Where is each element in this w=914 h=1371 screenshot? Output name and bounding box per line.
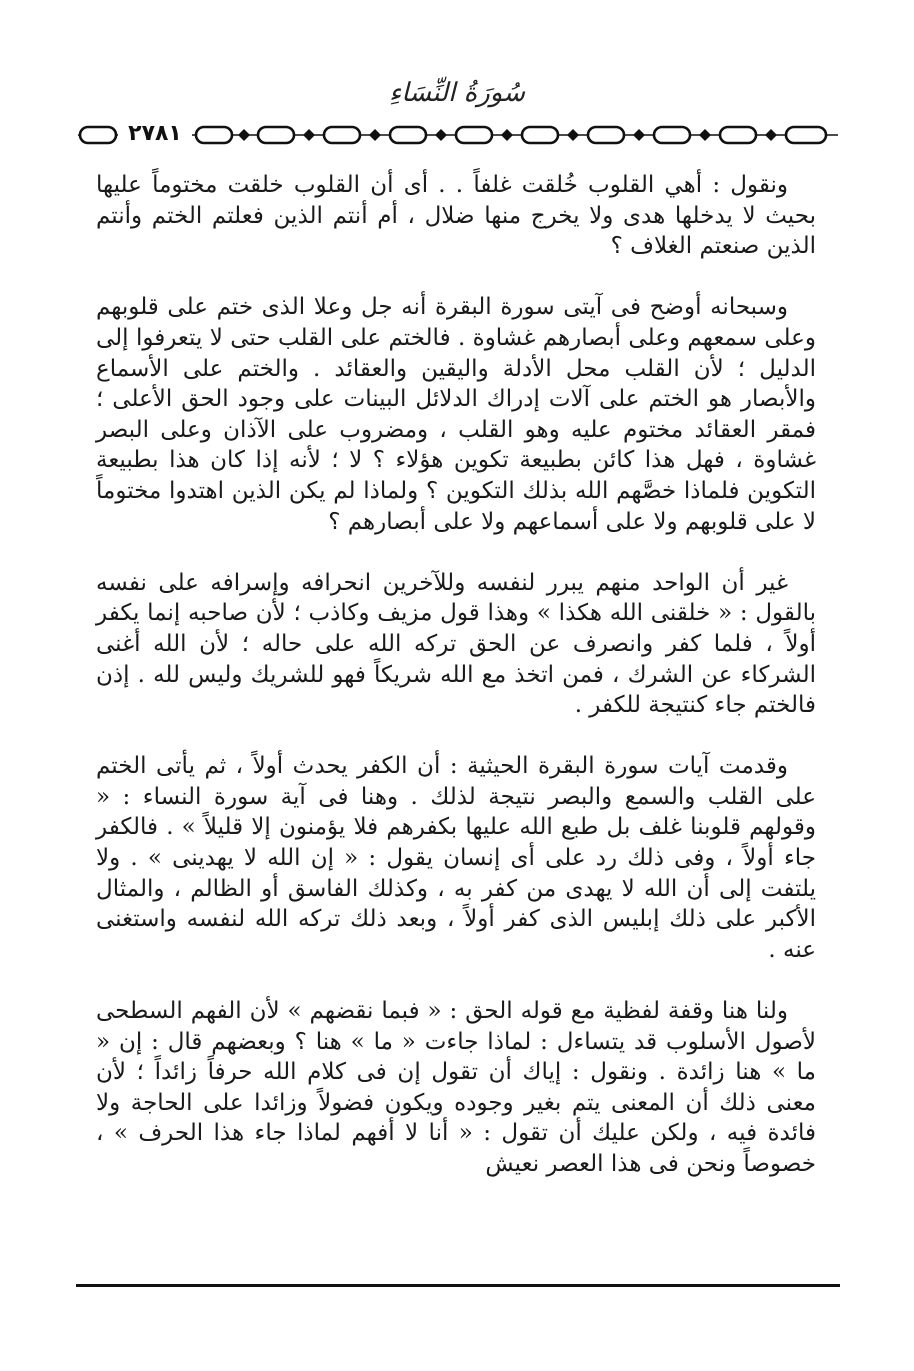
page-number: ٢٧٨١ (118, 121, 192, 147)
ornamental-border (78, 120, 838, 150)
paragraph: وسبحانه أوضح فى آيتى سورة البقرة أنه جل وعلا الذى ختم على قلوبهم وعلى سمعهم وعلى أبصارهم غشاوة . فالختم على القلب حتى لا يتعرفوا إلى الدليل ؛ لأن القلب محل الأدلة واليقين والعقائد . والختم على الأسماع والأبصار هو الختم على آلات إدراك الدلائل البينات على وجود الحق الأعلى ؛ فمقر العقائد مختوم عليه وهو القلب ، ومضروب على الآذان وعلى البصر غشاوة ، فهل هذا كائن بطبيعة تكوين هؤلاء ؟ لا ؛ لأنه إذا كان هذا بطبيعة التكوين فلماذا خصَّهم الله بذلك التكوين ؟ ولماذا لم يكن الذين اهتدوا مختوماً لا على قلوبهم ولا على أسماعهم ولا على أبصارهم ؟ (96, 294, 816, 535)
paragraph: ولنا هنا وقفة لفظية مع قوله الحق : « فبما نقضهم » لأن الفهم السطحى لأصول الأسلوب قد يتساءل : لماذا جاءت « ما » هنا ؟ وبعضهم قال : إن « ما » هنا زائدة . ونقول : إياك أن تقول إن فى كلام الله حرفاً زائداً ؛ لأن معنى ذلك أن المعنى يتم بغير وجوده ويكون فضولاً وزائدا على الحاجة ولا فائدة فيه ، ولكن عليك أن تقول : « أنا لا أفهم لماذا جاء هذا الحرف » ، خصوصاً ونحن فى هذا العصر نعيش (96, 998, 816, 1177)
running-header-surah-title: سُورَةُ النِّسَاءِ (389, 78, 525, 108)
body-text (96, 170, 816, 1180)
paragraph: ونقول : أهي القلوب خُلقت غلفاً . . أى أن القلوب خلقت مختوماً عليها بحيث لا يدخلها هدى ولا يخرج منها ضلال ، أم أنتم الذين فعلتم الختم وأنتم الذين صنعتم الغلاف ؟ (96, 172, 816, 260)
paragraph: غير أن الواحد منهم يبرر لنفسه وللآخرين انحرافه وإسرافه على نفسه بالقول : « خلقنى الله هكذا » وهذا قول مزيف وكاذب ؛ لأن صاحبه إنما يكفر أولاً ، فلما كفر وانصرف عن الحق تركه الله على حاله ؛ لأن الله أغنى الشركاء عن الشرك ، فمن اتخذ مع الله شريكاً فهو للشريك وليس لله . إذن فالختم جاء كنتيجة للكفر . (96, 569, 816, 719)
paragraph: وقدمت آيات سورة البقرة الحيثية : أن الكفر يحدث أولاً ، ثم يأتى الختم على القلب والسمع والبصر نتيجة لذلك . وهنا فى آية سورة النساء : « وقولهم قلوبنا غلف بل طبع الله عليها بكفرهم فلا يؤمنون إلا قليلاً » . فالكفر جاء أولاً ، وفى ذلك رد على أى إنسان يقول : « إن الله لا يهدينى » . ولا يلتفت إلى أن الله لا يهدى من كفر به ، وكذلك الفاسق أو الظالم ، والمثال الأكبر على ذلك إبليس الذى كفر أولاً ، وبعد ذلك تركه الله لنفسه واستغنى عنه . (96, 753, 816, 963)
ornament-chain-icon (78, 120, 838, 150)
bottom-rule-divider (76, 1284, 840, 1287)
